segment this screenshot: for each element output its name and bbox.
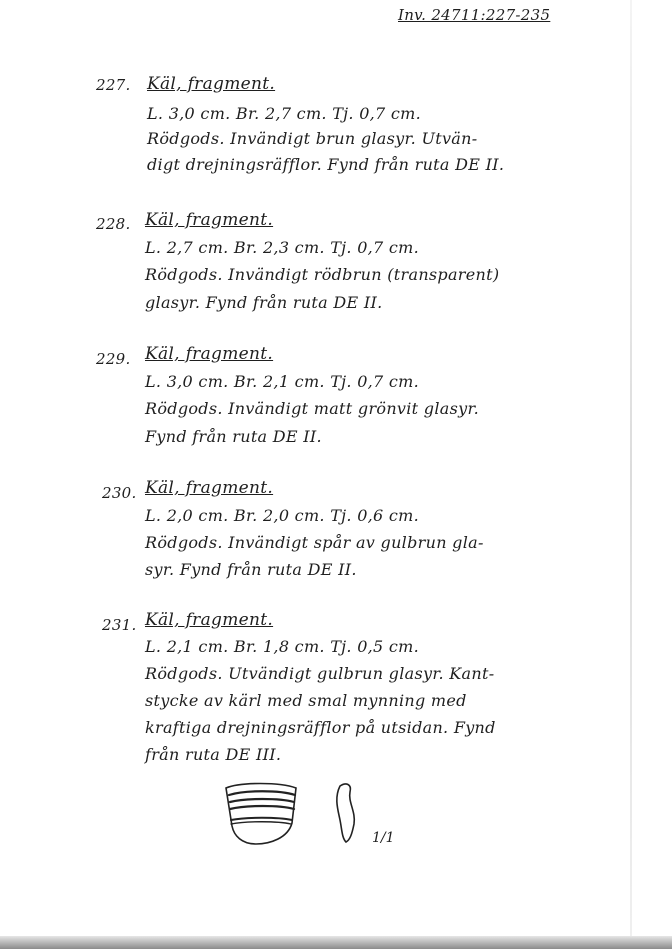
entry-number: 229.: [96, 350, 131, 368]
entry-title: Käl, fragment.: [145, 344, 274, 364]
entry-line: L. 3,0 cm. Br. 2,1 cm. Tj. 0,7 cm.: [145, 372, 420, 391]
entry-line: Fynd från ruta DE II.: [145, 427, 322, 446]
entry-number: 230.: [102, 484, 137, 502]
entry-title: Käl, fragment.: [145, 210, 274, 230]
entry-title: Käl, fragment.: [147, 74, 276, 94]
scale-note: 1/1: [372, 830, 395, 846]
fragment-front-view: [226, 784, 296, 845]
entry-line: glasyr. Fynd från ruta DE II.: [145, 293, 383, 312]
page-edge-right: [630, 0, 632, 949]
fragment-profile-view: [337, 784, 354, 842]
entry-line: L. 2,0 cm. Br. 2,0 cm. Tj. 0,6 cm.: [145, 506, 420, 525]
entry-line: Rödgods. Invändigt brun glasyr. Utvän-: [147, 129, 478, 148]
entry-line: stycke av kärl med smal mynning med: [145, 691, 467, 710]
entry-line: L. 2,7 cm. Br. 2,3 cm. Tj. 0,7 cm.: [145, 238, 420, 257]
inventory-reference: Inv. 24711:227-235: [398, 6, 551, 24]
entry-title: Käl, fragment.: [145, 478, 274, 498]
entry-line: Rödgods. Invändigt spår av gulbrun gla-: [145, 533, 484, 552]
entry-number: 228.: [96, 215, 131, 233]
entry-line: L. 3,0 cm. Br. 2,7 cm. Tj. 0,7 cm.: [147, 104, 422, 123]
entry-number: 231.: [102, 616, 137, 634]
entry-line: Rödgods. Invändigt rödbrun (transparent): [145, 265, 500, 284]
entry-line: Rödgods. Utvändigt gulbrun glasyr. Kant-: [145, 664, 495, 683]
page-edge-bottom: [0, 936, 672, 949]
entry-line: L. 2,1 cm. Br. 1,8 cm. Tj. 0,5 cm.: [145, 637, 420, 656]
entry-line: Rödgods. Invändigt matt grönvit glasyr.: [145, 399, 480, 418]
entry-title: Käl, fragment.: [145, 610, 274, 630]
fragment-sketch: [200, 768, 400, 858]
entry-line: från ruta DE III.: [145, 745, 282, 764]
entry-number: 227.: [96, 76, 131, 94]
entry-line: digt drejningsräfflor. Fynd från ruta DE II.: [147, 155, 505, 174]
entry-line: kraftiga drejningsräfflor på utsidan. Fynd: [145, 718, 496, 737]
entry-line: syr. Fynd från ruta DE II.: [145, 560, 357, 579]
